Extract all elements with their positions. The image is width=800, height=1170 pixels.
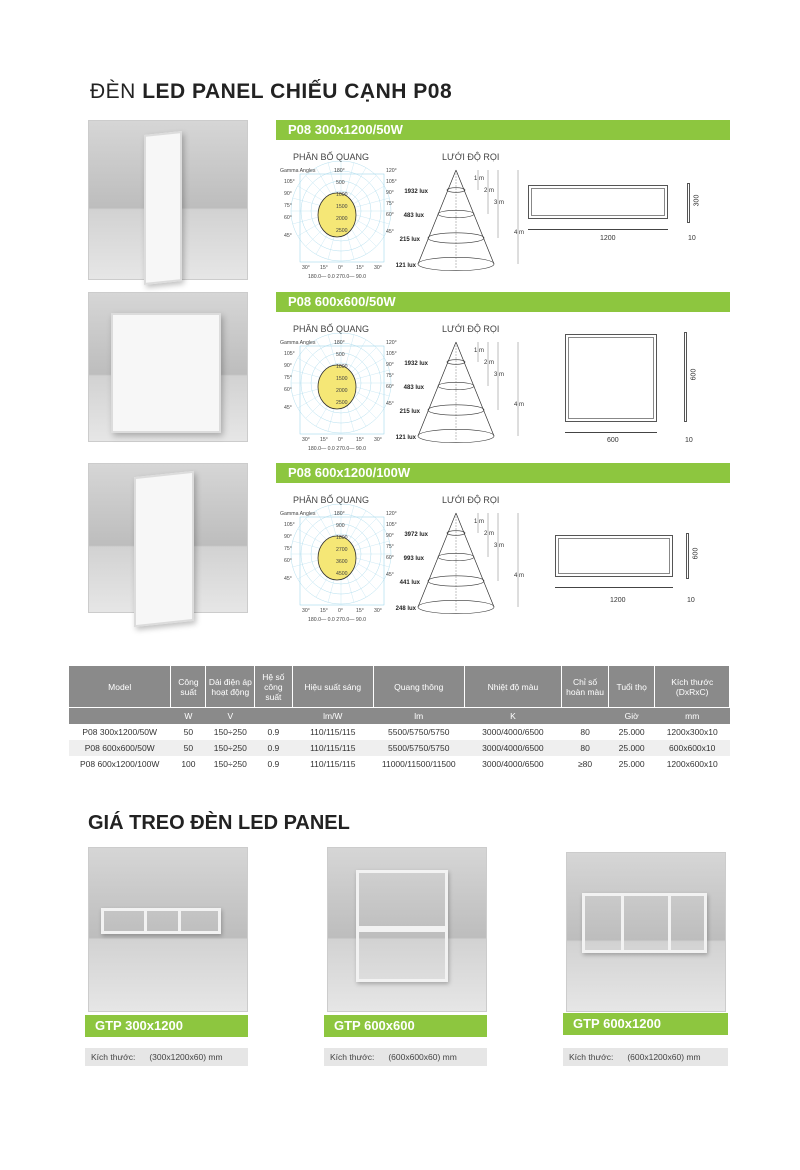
polar-bottom-angle: 30° (302, 437, 310, 443)
hanger-section-title: GIÁ TREO ĐÈN LED PANEL (88, 812, 350, 834)
table-row (69, 756, 730, 772)
table-cell: 0.9 (255, 724, 292, 740)
width-dimension-line (565, 432, 657, 433)
polar-ring-label: 500 (336, 180, 345, 186)
table-cell: 110/115/115 (292, 740, 373, 756)
page-title: ĐÈN LED PANEL CHIẾU CẠNH P08 (90, 80, 453, 103)
table-cell: 80 (562, 724, 609, 740)
table-cell: 3000/4000/6500 (464, 740, 562, 756)
polar-angle-label: 45° (284, 576, 292, 582)
table-cell: 5500/5750/5750 (374, 724, 465, 740)
lux-value: 215 lux (399, 409, 420, 415)
table-cell: 110/115/115 (292, 724, 373, 740)
illuminance-cone (395, 340, 538, 460)
lux-value: 121 lux (395, 435, 416, 441)
table-cell: 150÷250 (206, 756, 255, 772)
polar-angle-label: 60° (284, 215, 292, 221)
polar-angle-label: 60° (386, 555, 394, 561)
polar-distribution-chart (278, 338, 398, 453)
product-name-bar: P08 600x600/50W (276, 292, 730, 312)
lux-value: 483 lux (403, 213, 424, 219)
polar-distribution-chart (278, 509, 398, 624)
hanger-name-bar: GTP 600x1200 (563, 1013, 728, 1035)
height-dimension: 600 (692, 547, 700, 560)
distance-label: 4 m (514, 230, 525, 236)
polar-angle-label: 45° (284, 405, 292, 411)
hanger-size (85, 1048, 248, 1066)
led-panel-image (111, 313, 221, 433)
table-header-cell: Hệ số công suất (255, 666, 292, 708)
hanger-crossbar (178, 911, 181, 931)
polar-angle-label: 45° (284, 233, 292, 239)
polar-angle-label: 75° (386, 373, 394, 379)
table-cell: 110/115/115 (292, 756, 373, 772)
dimension-drawing-side (686, 533, 689, 579)
table-cell: 5500/5750/5750 (374, 740, 465, 756)
table-unit-cell: mm (655, 708, 730, 725)
table-cell: 11000/11500/11500 (374, 756, 465, 772)
hanger-size-value: (600x1200x60) mm (627, 1052, 701, 1062)
hanger-size-label: Kích thước: (330, 1052, 375, 1062)
distance-label: 1 m (474, 348, 485, 354)
polar-footer: 180.0— 0.0 270.0— 90.0 (308, 617, 366, 623)
polar-angle-label: 105° (284, 179, 295, 185)
table-unit-cell: W (171, 708, 206, 725)
hanger-photo (88, 847, 248, 1012)
hanger-photo (327, 847, 487, 1012)
hanger-size-label: Kích thước: (91, 1052, 136, 1062)
product-photo (88, 463, 248, 613)
polar-angle-label: 120° (386, 340, 397, 346)
polar-bottom-angle: 15° (320, 265, 328, 271)
polar-bottom-angle: 15° (356, 608, 364, 614)
polar-ring-label: 1500 (336, 204, 348, 210)
table-header-cell: Quang thông (374, 666, 465, 708)
polar-angle-label: 75° (284, 203, 292, 209)
table-header-cell: Nhiệt độ màu (464, 666, 562, 708)
polar-bottom-angle: 15° (320, 608, 328, 614)
led-panel-image (134, 471, 194, 627)
polar-angle-label: 90° (284, 363, 292, 369)
lux-value: 1932 lux (404, 361, 428, 367)
table-unit-cell: Giờ (608, 708, 655, 725)
table-unit-cell: lm (374, 708, 465, 725)
polar-bottom-angle: 30° (302, 265, 310, 271)
table-cell: 1200x600x10 (655, 756, 730, 772)
table-unit-cell (562, 708, 609, 725)
lux-value: 993 lux (403, 556, 424, 562)
polar-angle-label: 75° (386, 201, 394, 207)
distance-label: 2 m (484, 531, 495, 537)
product-photo (88, 292, 248, 442)
hanger-crossbar (144, 911, 147, 931)
polar-ring-label: 1800 (336, 535, 348, 541)
polar-bottom-angle: 30° (374, 265, 382, 271)
dimension-drawing-side (684, 332, 687, 422)
product-name-bar: P08 300x1200/50W (276, 120, 730, 140)
table-cell: 80 (562, 740, 609, 756)
hanger-size (324, 1048, 487, 1066)
polar-top-angle: 180° (334, 168, 345, 174)
table-unit-cell (69, 708, 171, 725)
polar-bottom-angle: 0° (338, 437, 343, 443)
height-dimension: 300 (693, 194, 701, 207)
polar-angle-label: 90° (284, 534, 292, 540)
polar-ring-label: 1000 (336, 192, 348, 198)
hanger-name-bar: GTP 600x600 (324, 1015, 487, 1037)
table-cell: 3000/4000/6500 (464, 756, 562, 772)
polar-ring-label: 4500 (336, 571, 348, 577)
dimension-drawing-front (565, 334, 657, 422)
polar-angle-label: 60° (386, 212, 394, 218)
hanger-frame (582, 893, 707, 953)
polar-bottom-angle: 30° (374, 437, 382, 443)
polar-ring-label: 2000 (336, 216, 348, 222)
lux-value: 3972 lux (404, 532, 428, 538)
polar-header: Gamma Angles (280, 168, 316, 174)
polar-angle-label: 60° (284, 558, 292, 564)
table-cell: 25.000 (608, 724, 655, 740)
table-cell: 3000/4000/6500 (464, 724, 562, 740)
polar-angle-label: 60° (386, 384, 394, 390)
table-header-cell: Kích thước (DxRxC) (655, 666, 730, 708)
distance-label: 3 m (494, 200, 505, 206)
lux-value: 1932 lux (404, 189, 428, 195)
distance-label: 1 m (474, 176, 485, 182)
hanger-photo (566, 852, 726, 1012)
table-unit-cell: lm/W (292, 708, 373, 725)
polar-angle-label: 120° (386, 168, 397, 174)
table-cell: 600x600x10 (655, 740, 730, 756)
table-cell: 25.000 (608, 756, 655, 772)
polar-angle-label: 75° (386, 544, 394, 550)
polar-angle-label: 75° (284, 375, 292, 381)
hanger-crossbar (359, 926, 445, 932)
hanger-name-bar: GTP 300x1200 (85, 1015, 248, 1037)
width-dimension: 600 (607, 437, 619, 444)
height-dimension: 600 (690, 368, 698, 381)
table-cell: 150÷250 (206, 724, 255, 740)
distance-label: 1 m (474, 519, 485, 525)
dimension-drawing-front (555, 535, 673, 577)
lux-value: 483 lux (403, 385, 424, 391)
table-cell: 0.9 (255, 756, 292, 772)
table-cell: 150÷250 (206, 740, 255, 756)
hanger-size (563, 1048, 728, 1066)
product-photo (88, 120, 248, 280)
polar-footer: 180.0— 0.0 270.0— 90.0 (308, 274, 366, 280)
polar-angle-label: 45° (386, 229, 394, 235)
distance-label: 4 m (514, 402, 525, 408)
table-cell: P08 300x1200/50W (69, 724, 171, 740)
hanger-frame (101, 908, 221, 934)
hanger-size-value: (600x600x60) mm (388, 1052, 457, 1062)
table-header-cell: Model (69, 666, 171, 708)
spec-table (68, 665, 730, 772)
dimension-drawing-front (528, 185, 668, 219)
lux-value: 215 lux (399, 237, 420, 243)
polar-ring-label: 1500 (336, 376, 348, 382)
spec-table-wrap (68, 665, 730, 772)
width-dimension-line (555, 587, 673, 588)
polar-bottom-angle: 0° (338, 265, 343, 271)
table-cell: 50 (171, 740, 206, 756)
polar-ring-label: 2500 (336, 400, 348, 406)
distance-label: 2 m (484, 188, 495, 194)
table-cell: ≥80 (562, 756, 609, 772)
illuminance-grid-label: LƯỚI ĐỘ RỌI (442, 152, 500, 162)
table-row (69, 740, 730, 756)
polar-bottom-angle: 15° (356, 265, 364, 271)
polar-angle-label: 90° (284, 191, 292, 197)
polar-header: Gamma Angles (280, 511, 316, 517)
table-cell: 1200x300x10 (655, 724, 730, 740)
polar-distribution-chart (278, 166, 398, 281)
illuminance-cone (395, 511, 538, 631)
polar-ring-label: 2000 (336, 388, 348, 394)
polar-bottom-angle: 15° (320, 437, 328, 443)
light-distribution-label: PHÂN BỐ QUANG (293, 324, 370, 334)
hanger-size-label: Kích thước: (569, 1052, 614, 1062)
polar-angle-label: 45° (386, 401, 394, 407)
table-row (69, 724, 730, 740)
polar-angle-label: 105° (386, 522, 397, 528)
polar-ring-label: 2700 (336, 547, 348, 553)
table-unit-cell (255, 708, 292, 725)
polar-ring-label: 500 (336, 352, 345, 358)
table-header-cell: Chỉ số hoàn màu (562, 666, 609, 708)
distance-label: 2 m (484, 360, 495, 366)
illuminance-grid-label: LƯỚI ĐỘ RỌI (442, 495, 500, 505)
polar-angle-label: 105° (284, 522, 295, 528)
dimension-drawing-side (687, 183, 690, 223)
table-header-cell: Hiệu suất sáng (292, 666, 373, 708)
led-panel-image (144, 131, 182, 285)
width-dimension: 1200 (600, 235, 616, 242)
illuminance-cone (395, 168, 538, 288)
polar-ring-label: 3600 (336, 559, 348, 565)
width-dimension-line (528, 229, 668, 230)
polar-angle-label: 90° (386, 190, 394, 196)
table-cell: 0.9 (255, 740, 292, 756)
polar-angle-label: 105° (386, 351, 397, 357)
polar-angle-label: 90° (386, 362, 394, 368)
hanger-frame (356, 870, 448, 982)
illuminance-grid-label: LƯỚI ĐỘ RỌI (442, 324, 500, 334)
table-cell: P08 600x1200/100W (69, 756, 171, 772)
polar-angle-label: 105° (386, 179, 397, 185)
light-distribution-label: PHÂN BỐ QUANG (293, 152, 370, 162)
depth-dimension: 10 (685, 437, 693, 444)
table-header-cell: Dải điện áp hoạt động (206, 666, 255, 708)
polar-bottom-angle: 30° (302, 608, 310, 614)
polar-ring-label: 1000 (336, 364, 348, 370)
polar-ring-label: 900 (336, 523, 345, 529)
table-header-cell: Công suất (171, 666, 206, 708)
hanger-crossbar (621, 896, 624, 950)
table-cell: 25.000 (608, 740, 655, 756)
lux-value: 248 lux (395, 606, 416, 612)
table-unit-row (69, 708, 730, 725)
polar-bottom-angle: 0° (338, 608, 343, 614)
product-name-bar: P08 600x1200/100W (276, 463, 730, 483)
polar-header: Gamma Angles (280, 340, 316, 346)
depth-dimension: 10 (687, 597, 695, 604)
distance-label: 4 m (514, 573, 525, 579)
polar-angle-label: 75° (284, 546, 292, 552)
depth-dimension: 10 (688, 235, 696, 242)
distance-label: 3 m (494, 372, 505, 378)
hanger-size-value: (300x1200x60) mm (149, 1052, 223, 1062)
polar-ring-label: 2500 (336, 228, 348, 234)
hanger-crossbar (668, 896, 671, 950)
polar-angle-label: 60° (284, 387, 292, 393)
table-unit-cell: K (464, 708, 562, 725)
table-cell: 50 (171, 724, 206, 740)
polar-top-angle: 180° (334, 511, 345, 517)
polar-angle-label: 105° (284, 351, 295, 357)
distance-label: 3 m (494, 543, 505, 549)
polar-angle-label: 90° (386, 533, 394, 539)
table-unit-cell: V (206, 708, 255, 725)
polar-angle-label: 120° (386, 511, 397, 517)
lux-value: 441 lux (399, 580, 420, 586)
polar-top-angle: 180° (334, 340, 345, 346)
polar-bottom-angle: 30° (374, 608, 382, 614)
light-distribution-label: PHÂN BỐ QUANG (293, 495, 370, 505)
polar-bottom-angle: 15° (356, 437, 364, 443)
polar-angle-label: 45° (386, 572, 394, 578)
lux-value: 121 lux (395, 263, 416, 269)
width-dimension: 1200 (610, 597, 626, 604)
table-cell: P08 600x600/50W (69, 740, 171, 756)
table-header-cell: Tuổi thọ (608, 666, 655, 708)
polar-footer: 180.0— 0.0 270.0— 90.0 (308, 446, 366, 452)
table-cell: 100 (171, 756, 206, 772)
